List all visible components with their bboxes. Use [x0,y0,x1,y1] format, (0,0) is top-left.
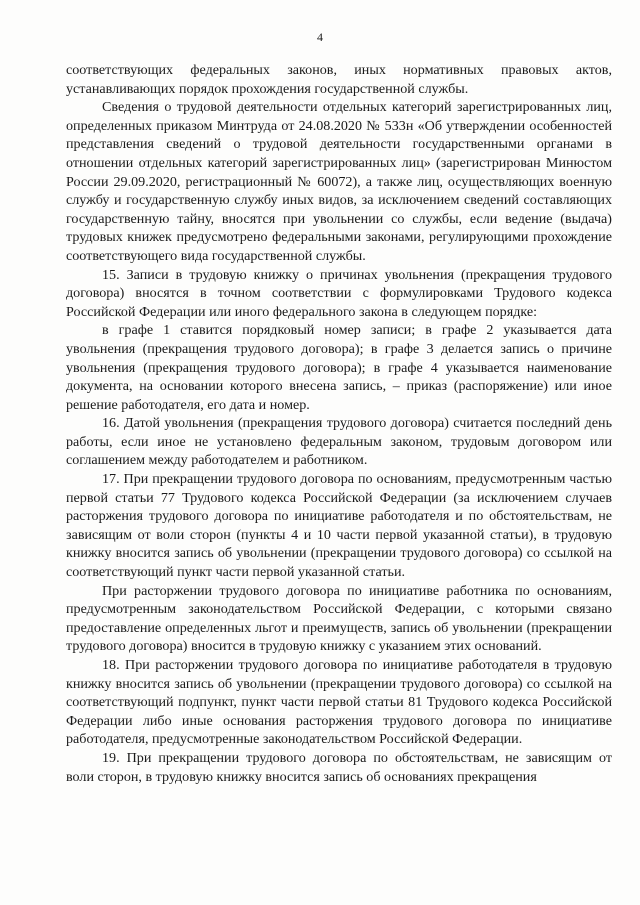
paragraph-16: 16. Датой увольнения (прекращения трудового договора) считается последний день работы, если иное не установлено федеральным законом, трудовым договором или соглашением между работодателем и работником. [66,415,612,469]
paragraph-17: 17. При прекращении трудового договора по основаниям, предусмотренным частью первой статьи 77 Трудового кодекса Российской Федерации (за исключением случаев расторжения трудового договора по инициативе работодателя и по обстоятельствам, не зависящим от воли сторон (пункты 4 и 10 части первой указанной статьи), в трудовую книжку вносится запись об увольнении (прекращении трудового договора) со ссылкой на соответствующий пункт части первой указанной статьи. [66,471,612,581]
paragraph-19: 19. При прекращении трудового договора по обстоятельствам, не зависящим от воли сторон, в трудовую книжку вносится запись об основаниях прекращения [66,749,612,785]
document-body [66,61,612,786]
paragraph-15-columns: в графе 1 ставится порядковый номер записи; в графе 2 указывается дата увольнения (прекращения трудового договора); в графе 3 делается запись о причине увольнения (прекращения трудового договора); в графе 4 указывается наименование документа, на основании которого внесена запись, – приказ (распоряжение) или иное решение работодателя, его дата и номер. [66,322,612,413]
paragraph-continuation: соответствующих федеральных законов, иных нормативных правовых актов, устанавливающих порядок прохождения государственной службы. [66,62,612,97]
paragraph-18: 18. При расторжении трудового договора по инициативе работодателя в трудовую книжку вносится запись об увольнении (прекращении трудового договора) со ссылкой на соответствующий подпункт, пункт части первой статьи 81 Трудового кодекса Российской Федерации либо иные основания расторжения трудового договора по инициативе работодателя, предусмотренные законодательством Российской Федерации. [66,657,612,748]
page-number: 4 [317,30,323,44]
paragraph-employment-records-info: Сведения о трудовой деятельности отдельных категорий зарегистрированных лиц, определенных приказом Минтруда от 24.08.2020 № 533н «Об утверждении особенностей представления сведений о трудовой деятельности государственными органами в отношении отдельных категорий зарегистрированных лиц» (зарегистрирован Минюстом России 29.09.2020, регистрационный № 60072), а также лиц, осуществляющих военную службу и государственную службу иных видов, за исключением сведений составляющих государственную тайну, вносятся при увольнении со службы, если ведение (выдача) трудовых книжек предусмотрено федеральными законами, регулирующими прохождение соответствующего вида государственной службы. [66,99,612,264]
paragraph-17-employee-initiative: При расторжении трудового договора по инициативе работника по основаниям, предусмотренным законодательством Российской Федерации, с которыми связано предоставление определенных льгот и преимуществ, запись об увольнении (прекращении трудового договора) вносится в трудовую книжку с указанием этих оснований. [66,582,612,655]
paragraph-15: 15. Записи в трудовую книжку о причинах увольнения (прекращения трудового договора) вносятся в точном соответствии с формулировками Трудового кодекса Российской Федерации или иного федерального закона в следующем порядке: [66,266,612,320]
